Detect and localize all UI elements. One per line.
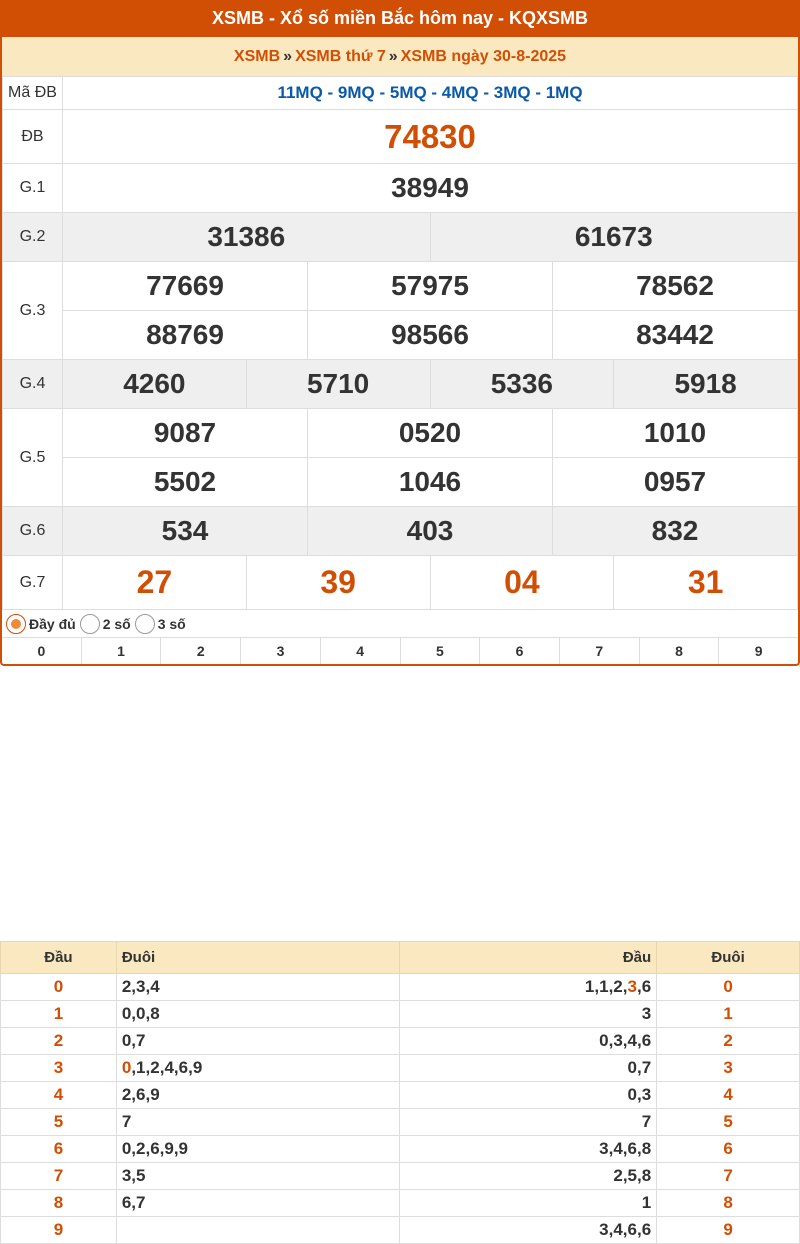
prize-4-number: 5336 (430, 360, 614, 409)
prize-5-number: 5502 (63, 458, 308, 507)
prize-3-number: 98566 (308, 311, 553, 360)
special-code: 11MQ - 9MQ - 5MQ - 4MQ - 3MQ - 1MQ (63, 77, 798, 110)
loto-head-values: 1 (399, 1190, 657, 1217)
filter-2-digits-option[interactable] (80, 614, 131, 634)
prize-2-number: 61673 (430, 213, 798, 262)
loto-head-digit: 6 (1, 1136, 117, 1163)
prize-7-number: 27 (63, 556, 247, 610)
breadcrumb-xsmb-thu7-link[interactable]: XSMB thứ 7 (295, 48, 386, 65)
g7-label: G.7 (3, 556, 63, 610)
prize-4-number: 5710 (246, 360, 430, 409)
loto-tail-values: 7 (116, 1109, 399, 1136)
digit-button[interactable]: 1 (82, 638, 162, 665)
madb-label: Mã ĐB (3, 77, 63, 110)
g3-label: G.3 (3, 262, 63, 360)
loto-head-digit: 1 (1, 1001, 117, 1028)
loto-head-values: 7 (399, 1109, 657, 1136)
loto-value: 6 (178, 1058, 189, 1077)
loto-head-values: 0,7 (399, 1055, 657, 1082)
loto-tail-digit: 2 (657, 1028, 800, 1055)
loto-tail-digit: 7 (657, 1163, 800, 1190)
results-table (2, 76, 798, 610)
prize-6-number: 832 (553, 507, 798, 556)
breadcrumb-date-link[interactable]: XSMB ngày 30-8-2025 (400, 48, 567, 65)
g6-label: G.6 (3, 507, 63, 556)
prize-1: 38949 (63, 164, 798, 213)
prize-3-number: 83442 (553, 311, 798, 360)
loto-row (1, 1001, 800, 1028)
loto-tail-values: 3,5 (116, 1163, 399, 1190)
db-label: ĐB (3, 110, 63, 164)
g2-label: G.2 (3, 213, 63, 262)
prize-5-number: 9087 (63, 409, 308, 458)
g5-label: G.5 (3, 409, 63, 507)
loto-head-digit: 9 (1, 1217, 117, 1244)
loto-header-tail-right: Đuôi (657, 942, 800, 974)
prize-5-number: 1046 (308, 458, 553, 507)
digit-button[interactable]: 2 (161, 638, 241, 665)
filter-full-label: Đầy đủ (29, 615, 76, 632)
loto-head-digit: 5 (1, 1109, 117, 1136)
loto-tail-digit: 8 (657, 1190, 800, 1217)
filter-2-digits-label: 2 số (102, 615, 131, 632)
loto-row (1, 1109, 800, 1136)
loto-tail-values: 6,7 (116, 1190, 399, 1217)
prize-3-number: 88769 (63, 311, 308, 360)
prize-3-number: 78562 (553, 262, 798, 311)
prize-6-number: 534 (63, 507, 308, 556)
prize-4-number: 5918 (614, 360, 798, 409)
prize-2-number: 31386 (63, 213, 431, 262)
loto-row (1, 1190, 800, 1217)
loto-value: 1 (599, 977, 609, 996)
loto-head-digit: 2 (1, 1028, 117, 1055)
special-prize: 74830 (63, 110, 798, 164)
loto-tail-digit: 0 (657, 974, 800, 1001)
loto-head-values: 3,4,6,6 (399, 1217, 657, 1244)
loto-tail-digit: 4 (657, 1082, 800, 1109)
page-title: XSMB - Xổ số miền Bắc hôm nay - KQXSMB (0, 0, 800, 37)
digit-button[interactable]: 8 (640, 638, 720, 665)
digit-button[interactable]: 6 (480, 638, 560, 665)
digit-button[interactable]: 4 (321, 638, 401, 665)
loto-head-digit: 4 (1, 1082, 117, 1109)
loto-tail-values (116, 1217, 399, 1244)
loto-head-values: 2,5,8 (399, 1163, 657, 1190)
loto-value: 3 (627, 977, 637, 996)
loto-tail-values: 0,1,2,4,6,9 (116, 1055, 399, 1082)
radio-selected-icon[interactable] (6, 614, 26, 634)
loto-header-head: Đầu (1, 942, 117, 974)
digit-button[interactable]: 7 (560, 638, 640, 665)
loto-value: 6 (641, 977, 652, 996)
loto-tail-values: 2,3,4 (116, 974, 399, 1001)
loto-head-values: 3 (399, 1001, 657, 1028)
loto-tail-digit: 9 (657, 1217, 800, 1244)
filter-3-digits-option[interactable] (135, 614, 186, 634)
loto-value: 9 (192, 1058, 203, 1077)
loto-head-digit: 3 (1, 1055, 117, 1082)
loto-head-digit: 8 (1, 1190, 117, 1217)
digit-highlight-bar (2, 638, 798, 665)
filter-full-option[interactable] (6, 614, 76, 634)
prize-5-number: 0520 (308, 409, 553, 458)
loto-head-digit: 0 (1, 974, 117, 1001)
loto-row (1, 974, 800, 1001)
prize-3-number: 57975 (308, 262, 553, 311)
loto-row (1, 1055, 800, 1082)
filter-3-digits-label: 3 số (157, 615, 186, 632)
loto-row (1, 1028, 800, 1055)
loto-tail-digit: 6 (657, 1136, 800, 1163)
loto-head-values: 3,4,6,8 (399, 1136, 657, 1163)
loto-table (0, 941, 800, 1244)
loto-value: 2 (613, 977, 623, 996)
breadcrumb (2, 37, 798, 76)
loto-row (1, 1136, 800, 1163)
loto-header-tail: Đuôi (116, 942, 399, 974)
loto-value: 1 (584, 977, 595, 996)
prize-5-number: 1010 (553, 409, 798, 458)
loto-body (1, 974, 800, 1244)
loto-row (1, 1082, 800, 1109)
radio-icon[interactable] (135, 614, 155, 634)
prize-7-number: 39 (246, 556, 430, 610)
loto-value: 4 (164, 1058, 174, 1077)
loto-tail-digit: 3 (657, 1055, 800, 1082)
loto-tail-values: 0,0,8 (116, 1001, 399, 1028)
g1-label: G.1 (3, 164, 63, 213)
digit-button[interactable]: 9 (754, 643, 763, 659)
loto-tail-digit: 1 (657, 1001, 800, 1028)
loto-value: 1 (136, 1058, 146, 1077)
loto-row (1, 1163, 800, 1190)
prize-4-number: 4260 (63, 360, 247, 409)
prize-7-number: 31 (614, 556, 798, 610)
prize-5-number: 0957 (553, 458, 798, 507)
loto-tail-values: 0,7 (116, 1028, 399, 1055)
display-filter (2, 610, 798, 638)
loto-header-head-right: Đầu (399, 942, 657, 974)
loto-head-values: 1,1,2,3,6 (399, 974, 657, 1001)
loto-head-digit: 7 (1, 1163, 117, 1190)
radio-icon[interactable] (80, 614, 100, 634)
loto-tail-values: 2,6,9 (116, 1082, 399, 1109)
loto-tail-values: 0,2,6,9,9 (116, 1136, 399, 1163)
g4-label: G.4 (3, 360, 63, 409)
loto-value: 2 (150, 1058, 160, 1077)
prize-7-number: 04 (430, 556, 614, 610)
digit-button[interactable]: 5 (401, 638, 481, 665)
loto-head-values: 0,3,4,6 (399, 1028, 657, 1055)
breadcrumb-separator: » (283, 48, 293, 65)
breadcrumb-separator: » (388, 48, 398, 65)
digit-button[interactable]: 0 (2, 638, 82, 665)
prize-3-number: 77669 (63, 262, 308, 311)
prize-6-number: 403 (308, 507, 553, 556)
breadcrumb-xsmb-link[interactable]: XSMB (233, 48, 281, 65)
loto-tail-digit: 5 (657, 1109, 800, 1136)
digit-button[interactable]: 3 (241, 638, 321, 665)
loto-row (1, 1217, 800, 1244)
loto-head-values: 0,3 (399, 1082, 657, 1109)
loto-value: 0 (121, 1058, 132, 1077)
